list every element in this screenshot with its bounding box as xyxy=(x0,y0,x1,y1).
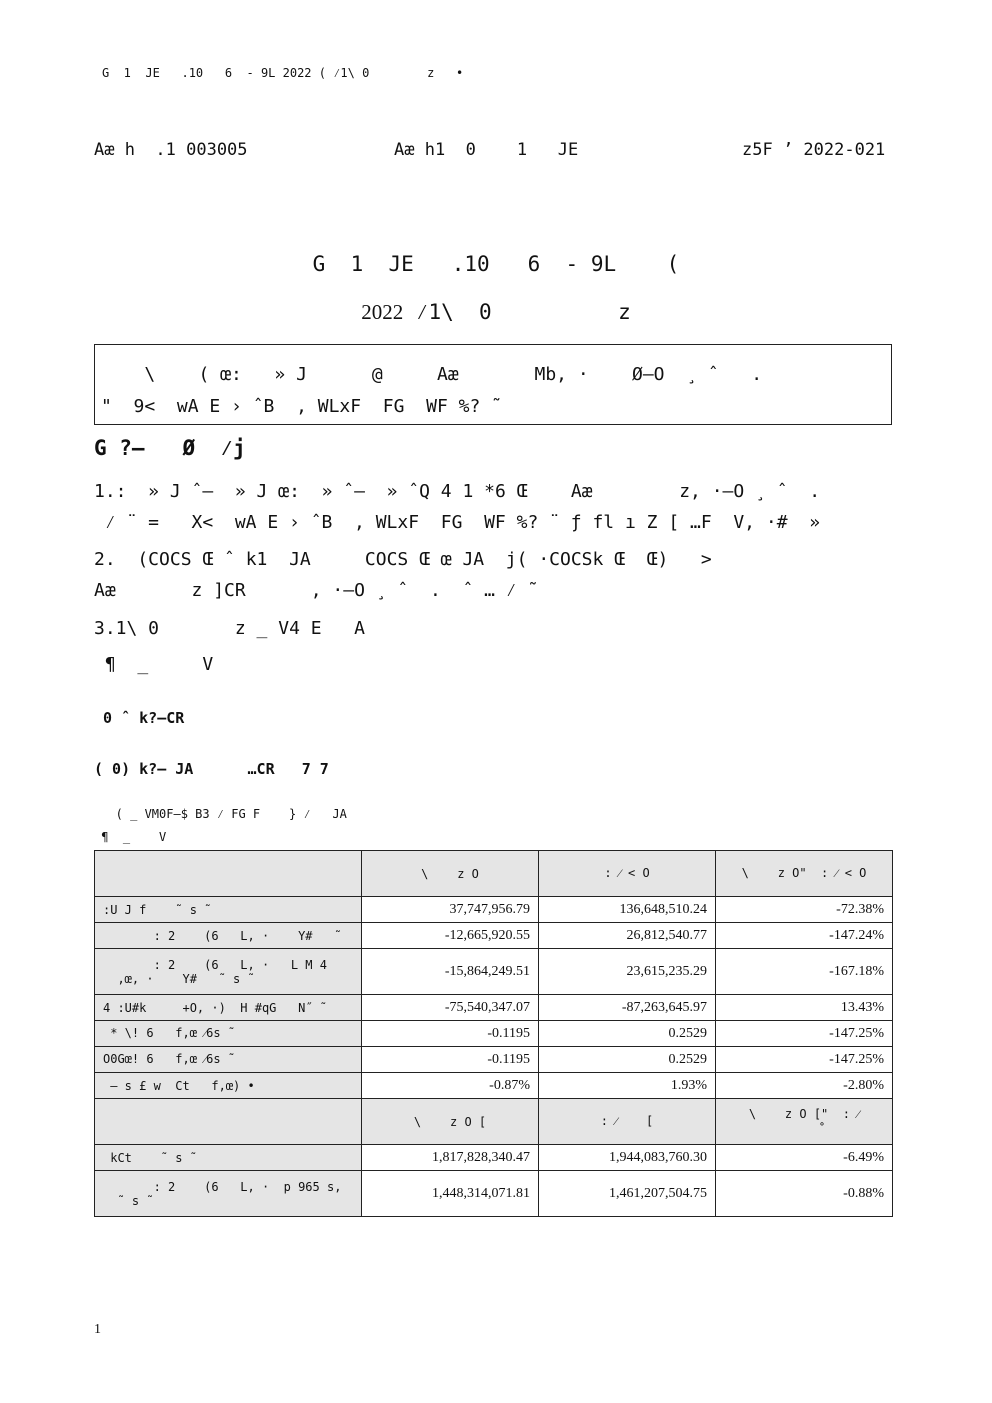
table-cell-change: -167.18% xyxy=(716,949,893,995)
table-row xyxy=(95,1145,893,1171)
subtitle-year: 2022 xyxy=(361,300,404,324)
table-row xyxy=(95,897,893,923)
table-cell-change: -147.25% xyxy=(716,1021,893,1047)
table-header-cell xyxy=(95,851,362,897)
paragraph-1-line-2: ⁄ ¨ = X< wA E › ˆB , WLxF FG WF %? ¨ ƒ fl ı Z [ …F V, ·# » xyxy=(94,512,821,533)
table-cell-change: -6.49% xyxy=(716,1145,893,1171)
table-row xyxy=(95,995,893,1021)
table-cell-previous: 26,812,540.77 xyxy=(539,923,716,949)
table-header-row xyxy=(95,851,893,897)
table-header-cell: \ z O xyxy=(362,851,539,897)
page-number: 1 xyxy=(94,1322,101,1337)
paragraph-2 xyxy=(94,544,992,606)
section-title: G ?– Ø ⁄j xyxy=(94,436,246,460)
table-cell-change: -0.88% xyxy=(716,1171,893,1217)
table-header-cell: \ z O [" : ⁄ ˚ xyxy=(716,1099,893,1145)
table-cell-previous: -87,263,645.97 xyxy=(539,995,716,1021)
table-cell-label: 4 :U#k +O, ·) H #qG N˝ ˜ xyxy=(95,995,362,1021)
table-cell-label: : 2 (6 L, · Y# ˜ xyxy=(95,923,362,949)
table-cell-previous: 1.93% xyxy=(539,1073,716,1099)
table-header-cell: \ z O" : ⁄ < O xyxy=(716,851,893,897)
table-row xyxy=(95,1171,893,1217)
table-header-cell: : ⁄ [ xyxy=(539,1099,716,1145)
table-cell-label: : 2 (6 L, · L M 4 ,œ, · Y# ˜ s ˜ xyxy=(95,949,362,995)
table-caption: ( _ VM0F–$ B3 ⁄ FG F } ⁄ JA xyxy=(94,807,347,821)
unit-label: ¶ _ V xyxy=(94,654,214,675)
table-cell-change: -147.24% xyxy=(716,923,893,949)
table-row xyxy=(95,923,893,949)
table-cell-previous: 23,615,235.29 xyxy=(539,949,716,995)
subtitle-text: ⁄1\ 0 z xyxy=(403,300,631,324)
running-header: G 1 JE .10 6 - 9L 2022 ( ⁄1\ 0 z • xyxy=(102,66,464,80)
table-row xyxy=(95,1047,893,1073)
table-header-cell: \ z O [ xyxy=(362,1099,539,1145)
paragraph-3 xyxy=(94,613,992,644)
table-cell-current: -15,864,249.51 xyxy=(362,949,539,995)
table-cell-label: O0Gœ! 6 f,œ ⁄6s ˜ xyxy=(95,1047,362,1073)
paragraph-2-line-1: 2. (COCS Œ ˆ k1 JA COCS Œ œ JA j( ·COCSk Œ Œ) > xyxy=(94,549,712,570)
table-unit: ¶ _ V xyxy=(94,830,167,844)
paragraph-1-line-1: 1.: » J ˆ– » J œ: » ˆ– » ˆQ 4 1 *6 Œ Aæ z, ·–O ¸ ˆ . xyxy=(94,481,821,502)
table-cell-current: -0.87% xyxy=(362,1073,539,1099)
table-cell-change: -147.25% xyxy=(716,1047,893,1073)
disclaimer-line-2: " 9< wA E › ˆB , WLxF FG WF %? ˜ xyxy=(101,396,502,417)
paragraph-3-line-1: 3.1\ 0 z _ V4 E A xyxy=(94,618,365,639)
paragraph-1 xyxy=(94,476,992,538)
table-cell-current: 1,817,828,340.47 xyxy=(362,1145,539,1171)
table-cell-change: -72.38% xyxy=(716,897,893,923)
table-cell-change: 13.43% xyxy=(716,995,893,1021)
table-cell-previous: 0.2529 xyxy=(539,1021,716,1047)
subsection-heading: 0 ˆ k?–CR xyxy=(94,709,185,727)
stock-code: Aæ h .1 003005 xyxy=(94,140,248,160)
table-cell-change: -2.80% xyxy=(716,1073,893,1099)
subsection-heading-2: ( 0) k?– JA …CR 7 7 xyxy=(94,760,329,778)
table-cell-previous: 1,944,083,760.30 xyxy=(539,1145,716,1171)
document-subtitle xyxy=(0,300,992,326)
table-row xyxy=(95,1021,893,1047)
table-cell-current: 37,747,956.79 xyxy=(362,897,539,923)
document-title: G 1 JE .10 6 - 9L ( xyxy=(312,252,680,276)
table-cell-current: -0.1195 xyxy=(362,1021,539,1047)
table-cell-label: :U J f ˜ s ˜ xyxy=(95,897,362,923)
paragraph-2-line-2: Aæ z ]CR , ·–O ¸ ˆ . ˆ … ⁄ ˜ xyxy=(94,580,539,601)
table-cell-current: -12,665,920.55 xyxy=(362,923,539,949)
financial-table xyxy=(94,850,893,1217)
table-header-cell: : ⁄ < O xyxy=(539,851,716,897)
disclaimer-box xyxy=(94,344,892,425)
table-cell-current: -75,540,347.07 xyxy=(362,995,539,1021)
table-cell-current: -0.1195 xyxy=(362,1047,539,1073)
table-cell-label: – s £ w Ct f,œ) • xyxy=(95,1073,362,1099)
table-cell-label: : 2 (6 L, · p 965 s, ˜ s ˜ xyxy=(95,1171,362,1217)
table-cell-label: * \! 6 f,œ ⁄6s ˜ xyxy=(95,1021,362,1047)
table-header-cell xyxy=(95,1099,362,1145)
table-cell-previous: 136,648,510.24 xyxy=(539,897,716,923)
disclaimer-line-1: \ ( œ: » J @ Aæ Mb, · Ø–O ¸ ˆ . xyxy=(101,364,763,385)
table-cell-previous: 1,461,207,504.75 xyxy=(539,1171,716,1217)
table-cell-previous: 0.2529 xyxy=(539,1047,716,1073)
table-cell-label: kCt ˜ s ˜ xyxy=(95,1145,362,1171)
notice-number: z5F ’ 2022-021 xyxy=(742,140,886,160)
table-row xyxy=(95,1073,893,1099)
stock-abbreviation: Aæ h1 0 1 JE xyxy=(394,140,579,160)
table-row xyxy=(95,949,893,995)
table-cell-current: 1,448,314,071.81 xyxy=(362,1171,539,1217)
table-header-row xyxy=(95,1099,893,1145)
